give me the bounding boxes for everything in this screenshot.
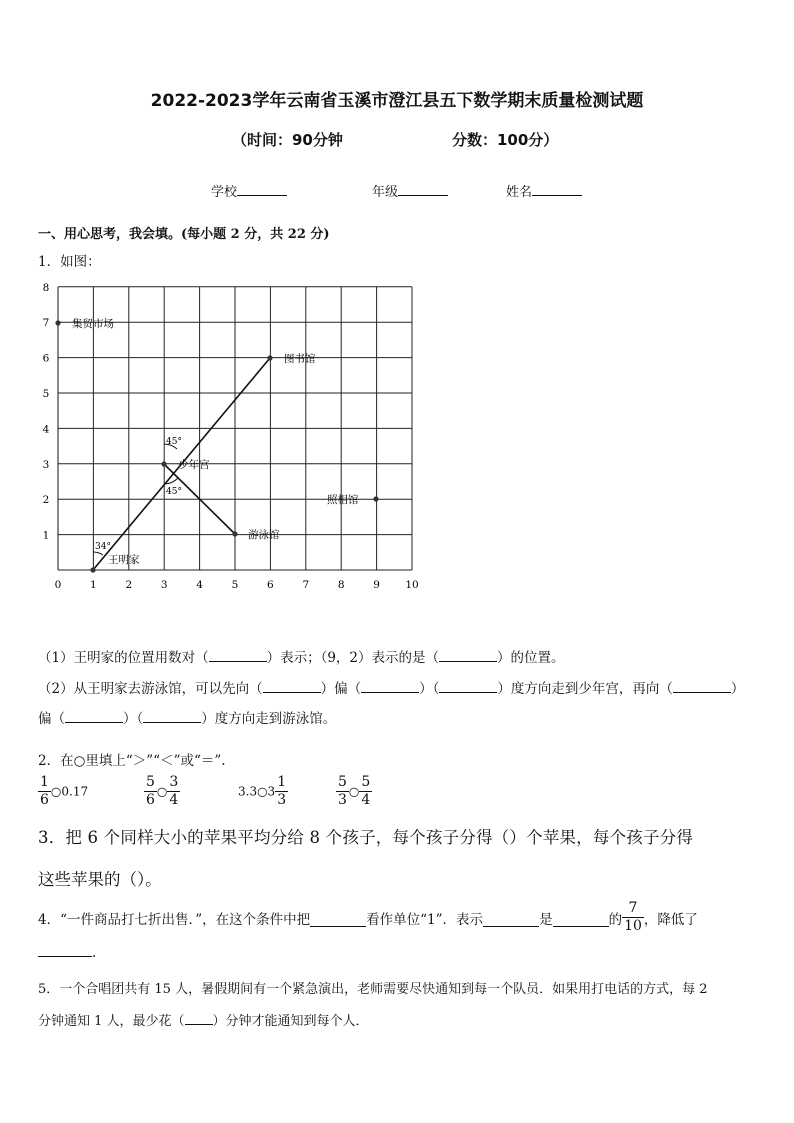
q1-part1 [38, 646, 565, 666]
name-field [506, 181, 582, 200]
y-tick-label: 3 [42, 458, 50, 471]
q1-part1-text-c: ）的位置。 [497, 650, 565, 666]
q4-line2 [38, 945, 96, 961]
x-tick-label: 4 [196, 579, 203, 591]
q4-text-a: 4．“一件商品打七折出售．”，在这个条件中把 [38, 911, 311, 928]
q4-text-c: 是 [539, 911, 553, 928]
school-blank[interactable] [237, 195, 287, 196]
numerator: 1 [277, 774, 287, 790]
q5-line1: 5．一个合唱团共有 15 人，暑假期间有一个紧急演出，老师需要尽快通知到每一个队员．如果用打电话的方式，每 2 [38, 982, 708, 997]
x-tick-label: 5 [231, 579, 239, 591]
time-limit: （时间：90分钟 [232, 131, 343, 149]
q1-part3-text-b: ）（ [123, 711, 144, 727]
q2-item3 [238, 774, 288, 809]
q3-line1: 3．把 6 个同样大小的苹果平均分给 8 个孩子，每个孩子分得（）个苹果，每个孩子分得 [38, 828, 694, 847]
q5-blank-minutes[interactable] [185, 1024, 213, 1025]
q1-blank-dir3[interactable] [673, 692, 731, 693]
grade-field [372, 181, 448, 200]
fraction [38, 774, 51, 809]
q4-blank-unit[interactable] [310, 926, 366, 927]
point-market [55, 320, 60, 325]
x-tick-label: 7 [302, 579, 310, 591]
numerator: 3 [169, 774, 179, 790]
angle-label-home: 34° [95, 542, 111, 552]
denominator: 6 [40, 792, 49, 808]
grade-blank[interactable] [398, 195, 448, 196]
q1-part2-text-d: ）度方向走到少年宫，再向（ [497, 681, 673, 697]
q1-part2 [38, 677, 744, 697]
y-tick-label: 4 [42, 423, 50, 436]
angle-label-lower: 45° [166, 487, 182, 497]
label-market: 集贸市场 [72, 318, 114, 330]
compare-circle[interactable]: 3.3○3 [238, 784, 276, 799]
q1-part3-text-a: 偏（ [38, 711, 65, 727]
denominator: 4 [361, 792, 371, 808]
point-library [267, 355, 272, 360]
q2-item1 [38, 774, 88, 809]
compare-circle[interactable]: ○ [348, 784, 360, 799]
q1-blank-home-coord[interactable] [209, 661, 267, 662]
q4-blank-of[interactable] [553, 926, 609, 927]
y-tick-label: 8 [42, 281, 50, 294]
q3-line2: 这些苹果的（）。 [38, 870, 162, 889]
fraction [336, 774, 349, 809]
label-pool: 游泳馆 [248, 529, 280, 541]
fraction [275, 774, 288, 809]
compare-circle[interactable]: ○0.17 [50, 784, 89, 799]
page-title: 2022-2023学年云南省玉溪市澄江县五下数学期末质量检测试题 [150, 91, 644, 111]
numerator: 5 [361, 774, 371, 790]
q4-line1 [38, 900, 698, 935]
name-label: 姓名 [506, 185, 533, 200]
q1-part2-cont [38, 707, 336, 727]
q1-part2-text-a: （2）从王明家去游泳馆，可以先向（ [38, 681, 263, 697]
numerator: 7 [628, 900, 638, 916]
q4-blank-represent[interactable] [483, 926, 539, 927]
denominator: 4 [169, 792, 179, 808]
name-blank[interactable] [532, 195, 582, 196]
q4-text-d: 的 [608, 911, 623, 928]
q2-prompt: 2．在○里填上“＞”“＜”或“＝”. [38, 753, 226, 769]
q5-line2 [38, 1010, 369, 1029]
point-youth-palace [161, 461, 166, 466]
x-tick-label: 2 [125, 579, 133, 591]
denominator: 10 [624, 918, 642, 934]
q1-intro: 1．如图： [38, 254, 101, 270]
x-tick-label: 1 [90, 579, 97, 591]
fraction [167, 774, 180, 809]
x-tick-label: 10 [405, 579, 419, 591]
denominator: 6 [146, 792, 155, 808]
compare-circle[interactable]: ○ [156, 784, 168, 799]
q1-part2-text-c: ）（ [419, 681, 440, 697]
y-tick-label: 6 [42, 352, 50, 365]
denominator: 3 [338, 792, 347, 808]
q4-blank-reduced[interactable] [38, 956, 92, 957]
q1-blank-deg1[interactable] [439, 692, 497, 693]
fraction [144, 774, 157, 809]
q1-part1-text-b: ）表示；（9，2）表示的是（ [266, 650, 440, 666]
q1-blank-deg2[interactable] [143, 722, 201, 723]
q1-blank-dir4[interactable] [65, 722, 123, 723]
school-label: 学校 [211, 185, 238, 200]
section-heading: 一、用心思考，我会填。(每小题 2 分，共 22 分) [38, 227, 330, 242]
q5-text-a: 分钟通知 1 人，最少花（ [38, 1014, 185, 1029]
y-tick-label: 1 [42, 529, 50, 542]
label-youth-palace: 少年宫 [178, 459, 210, 471]
q1-part2-text-e: ） [730, 681, 745, 697]
point-home [90, 567, 95, 572]
q1-blank-dir1[interactable] [263, 692, 321, 693]
angle-label-upper: 45° [166, 437, 182, 447]
school-field [211, 181, 287, 200]
angle-arc-home [93, 552, 103, 555]
label-home: 王明家 [108, 554, 140, 566]
x-tick-label: 6 [267, 579, 274, 591]
q1-part1-text-a: （1）王明家的位置用数对（ [38, 650, 209, 666]
score-total: 分数：100分） [452, 131, 559, 149]
numerator: 5 [146, 774, 155, 790]
point-photo-studio [373, 496, 378, 501]
q4-text-b: 看作单位“1”．表示 [366, 911, 484, 928]
q2-item2 [144, 774, 180, 809]
position-grid-diagram [34, 280, 434, 598]
q1-part3-text-c: ）度方向走到游泳馆。 [201, 711, 337, 727]
label-library: 图书馆 [284, 353, 316, 365]
fraction [622, 900, 644, 935]
numerator: 1 [40, 774, 49, 790]
q5-text-b: ）分钟才能通知到每个人． [212, 1014, 369, 1029]
fraction [359, 774, 372, 809]
label-photo-studio: 照相馆 [327, 494, 359, 506]
q4-text-f: . [92, 945, 97, 961]
x-tick-label: 0 [54, 579, 62, 591]
grade-label: 年级 [372, 185, 399, 200]
y-tick-label: 5 [42, 388, 50, 400]
x-tick-label: 8 [337, 579, 345, 591]
x-tick-label: 9 [373, 579, 380, 591]
x-tick-label: 3 [160, 579, 168, 591]
q1-blank-place[interactable] [439, 661, 497, 662]
y-tick-label: 7 [42, 317, 50, 330]
point-pool [232, 531, 237, 536]
q4-text-e: ，降低了 [643, 911, 698, 928]
q1-part2-text-b: ）偏（ [320, 681, 362, 697]
denominator: 3 [277, 792, 287, 808]
q1-blank-dir2[interactable] [361, 692, 419, 693]
numerator: 5 [338, 774, 347, 790]
q2-item4 [336, 774, 372, 809]
y-tick-label: 2 [42, 494, 50, 507]
